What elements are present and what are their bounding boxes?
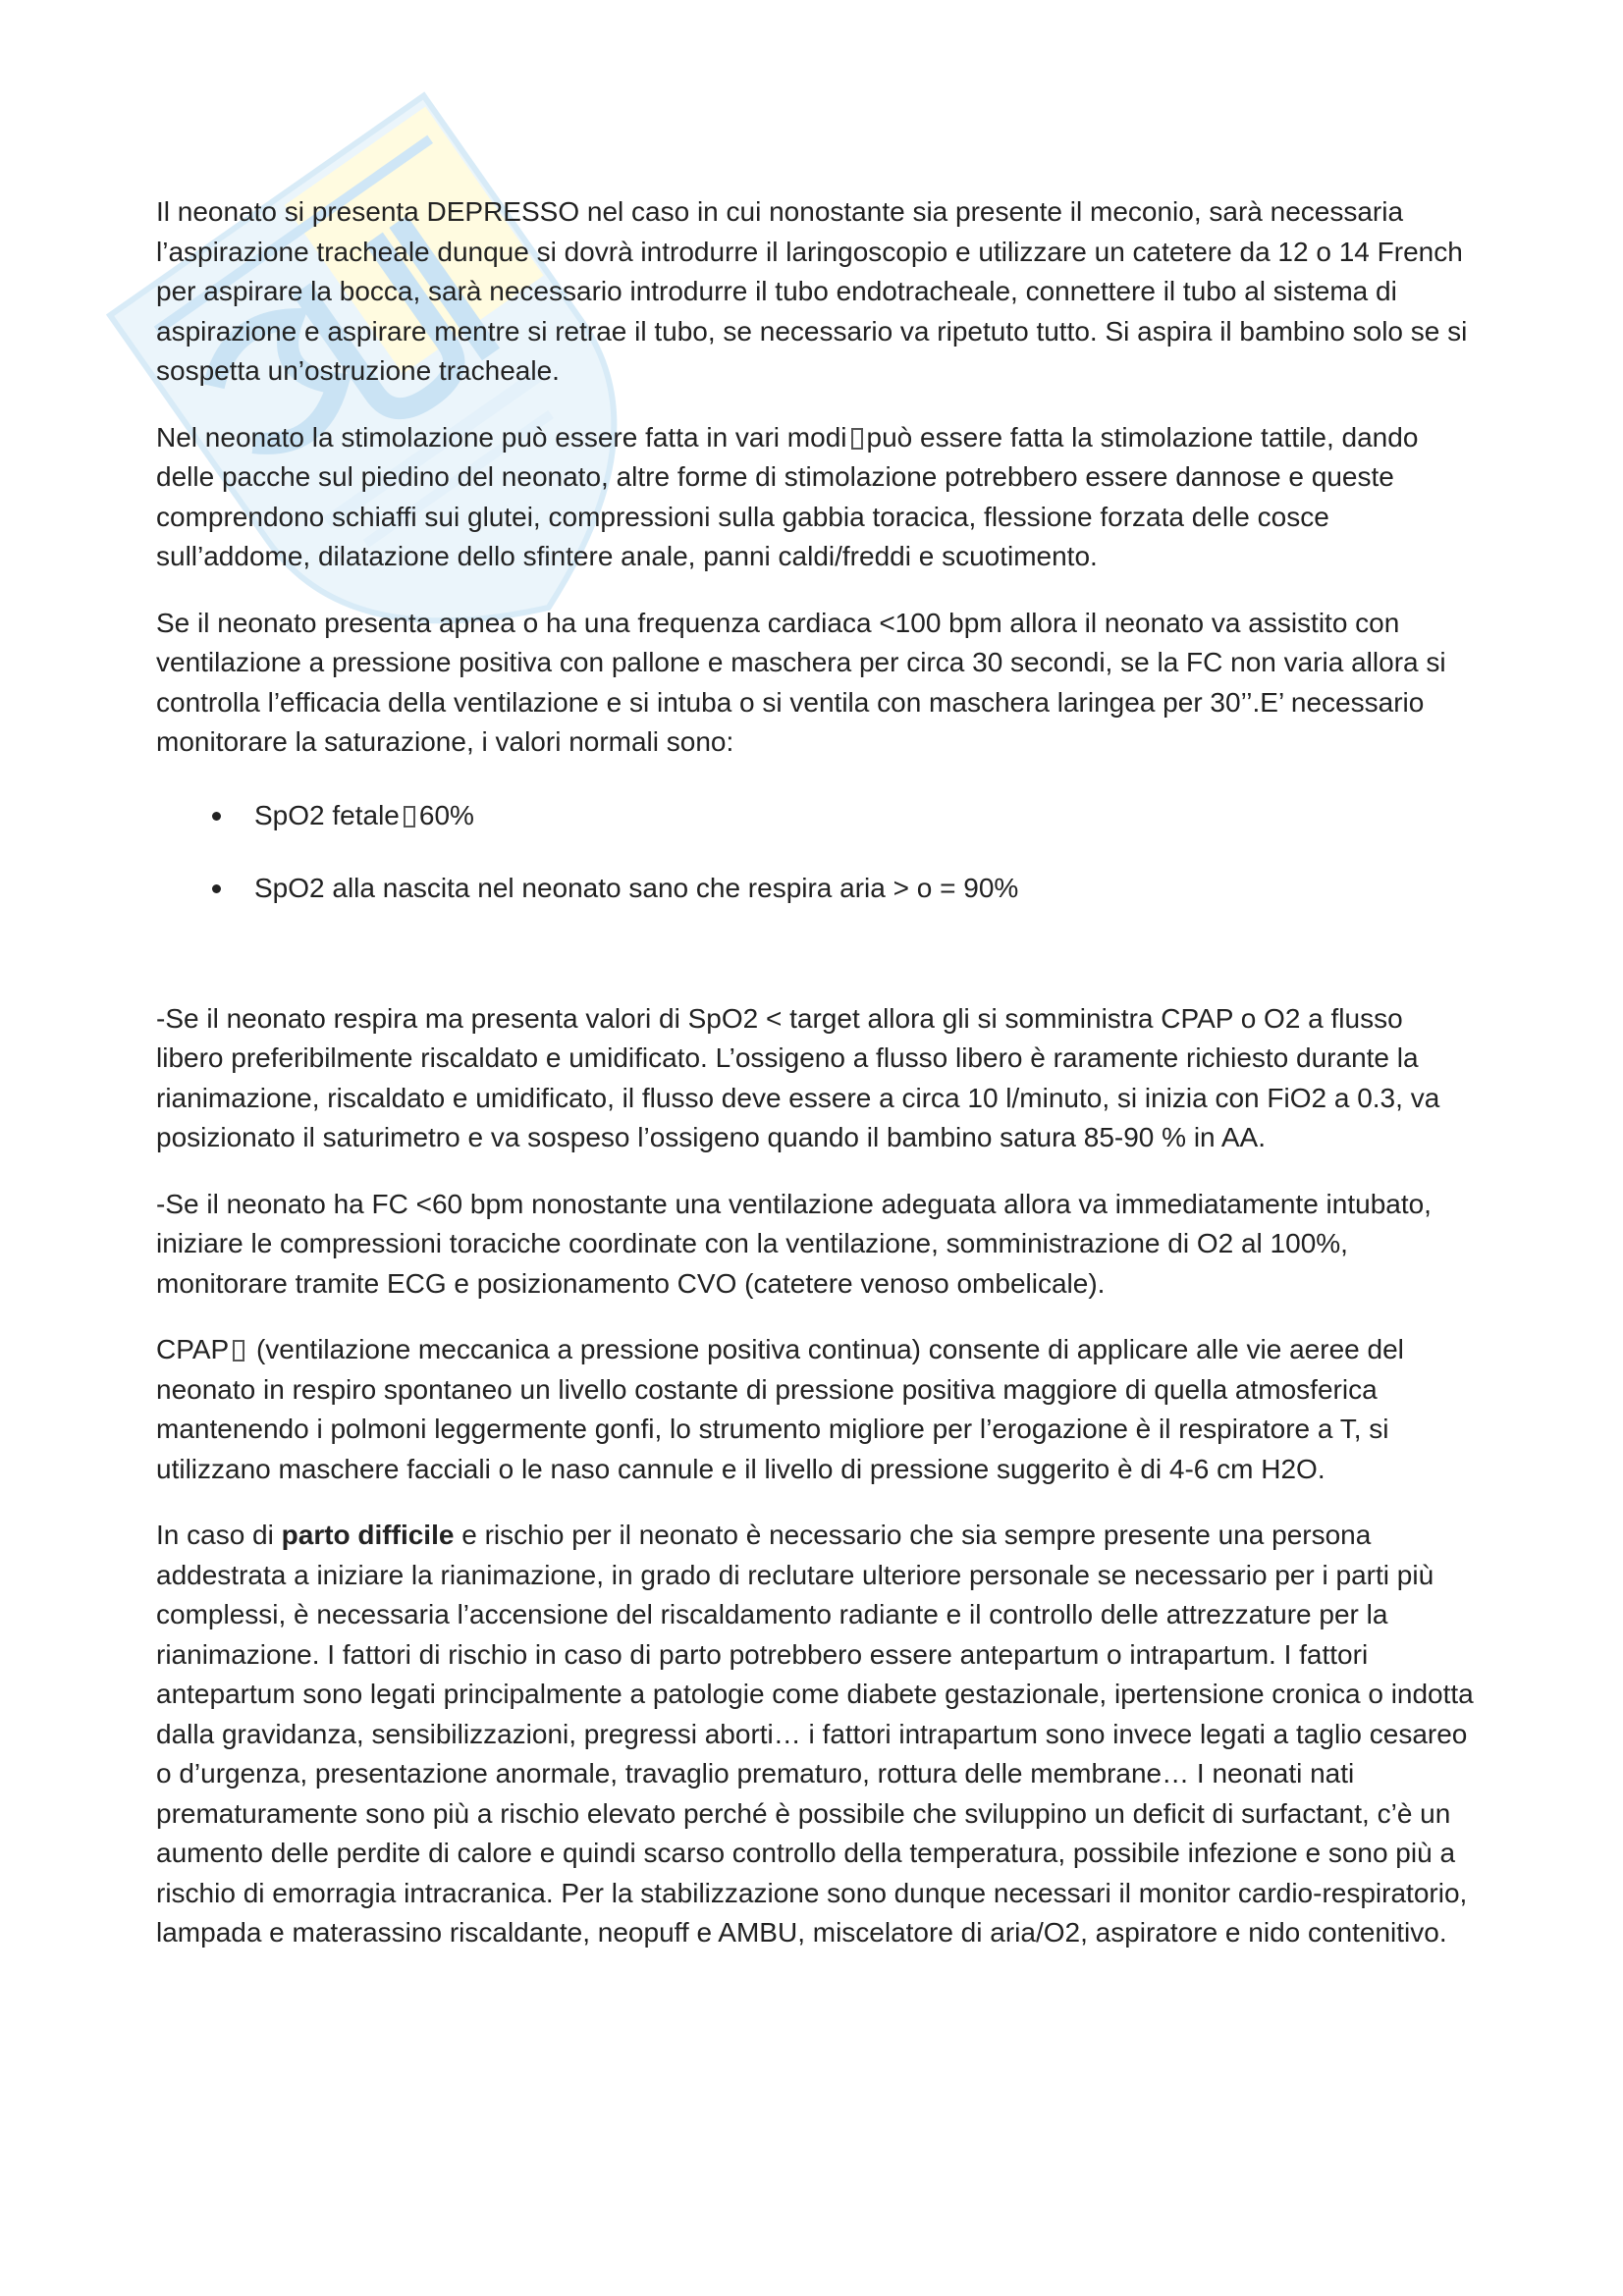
list-item-spo2-fetale-label: SpO2 fetale: [254, 799, 400, 830]
list-item-spo2-nascita: SpO2 alla nascita nel neonato sano che respira aria > o = 90%: [254, 869, 1477, 909]
paragraph-parto-difficile-text-a: In caso di: [156, 1520, 274, 1550]
paragraph-parto-difficile: [156, 1516, 1477, 1953]
paragraph-meconio-aspirazione: Il neonato si presenta DEPRESSO nel caso in cui nonostante sia presente il meconio, sarà necessaria l’aspirazione tracheale dunque si dovrà introdurre il laringoscopio e utilizzare un catetere da 12 o 14 French per aspirare la bocca, sarà necessario introdurre il tubo endotracheale, connettere il tubo al sistema di aspirazione e aspirare mentre si retrae il tubo, se necessario va ripetuto tutto. Si aspira il bambino solo se si sospetta un’ostruzione tracheale.: [156, 196, 1468, 386]
paragraph-parto-difficile-text-b: e rischio per il neonato è necessario che sia sempre presente una persona addestrata a iniziare la rianimazione, in grado di reclutare ulteriore personale se necessario per i parti più complessi, è necessaria l’accensione del riscaldamento radiante e il controllo delle attrezzature per la rianimazione. I fattori di rischio in caso di parto potrebbero essere antepartum o intrapartum. I fattori antepartum sono legati principalmente a patologie come diabete gestazionale, ipertensione cronica o indotta dalla gravidanza, sensibilizzazioni, pregressi aborti… i fattori intrapartum sono invece legati a taglio cesareo o d’urgenza, presentazione anormale, travaglio prematuro, rottura delle membrane… I neonati nati prematuramente sono più a rischio elevato perché è possibile che sviluppino un deficit di surfactant, c’è un aumento delle perdite di calore e quindi scarso controllo della temperatura, possibile infezione e sono più a rischio di emorragia intracranica. Per la stabilizzazione sono dunque necessari il monitor cardio-respiratorio, lampada e materassino riscaldante, neopuff e AMBU, miscelatore di aria/O2, aspiratore e nido contenitivo.: [156, 1520, 1474, 1948]
list-item-spo2-fetale: [254, 796, 1477, 836]
paragraph-cpap: [156, 1330, 1477, 1489]
missing-glyph-icon: [404, 806, 415, 828]
paragraph-parto-difficile-bold: parto difficile: [281, 1520, 455, 1550]
paragraph-fc-60: -Se il neonato ha FC <60 bpm nonostante una ventilazione adeguata allora va immediatamente intubato, iniziare le compressioni toraciche coordinate con la ventilazione, somministrazione di O2 al 100%, monitorare tramite ECG e posizionamento CVO (catetere venoso ombelicale).: [156, 1188, 1432, 1299]
paragraph-apnea-ventilazione: Se il neonato presenta apnea o ha una frequenza cardiaca <100 bpm allora il neonato va assistito con ventilazione a pressione positiva con pallone e maschera per circa 30 secondi, se la FC non varia allora si controlla l’efficacia della ventilazione e si intuba o si ventila con maschera laringea per 30’’.E’ necessario monitorare la saturazione, i valori normali sono:: [156, 607, 1446, 757]
paragraph-cpap-text: (ventilazione meccanica a pressione positiva continua) consente di applicare alle vie aeree del neonato in respiro spontaneo un livello costante di pressione positiva maggiore di quella atmosferica mantenendo i polmoni leggermente gonfi, lo strumento migliore per l’erogazione è il respiratore a T, si utilizzano maschere facciali o le naso cannule e il livello di pressione suggerito è di 4-6 cm H2O.: [156, 1334, 1404, 1484]
paragraph-spo2-target: -Se il neonato respira ma presenta valori di SpO2 < target allora gli si somministra CPAP o O2 a flusso libero preferibilmente riscaldato e umidificato. L’ossigeno a flusso libero è raramente richiesto durante la rianimazione, riscaldato e umidificato, il flusso deve essere a circa 10 l/minuto, si inizia con FiO2 a 0.3, va posizionato il saturimetro e va sospeso l’ossigeno quando il bambino satura 85-90 % in AA.: [156, 1002, 1440, 1152]
missing-glyph-icon: [851, 428, 863, 450]
list-item-spo2-fetale-value: 60%: [418, 799, 474, 830]
vertical-spacer: [156, 942, 1477, 999]
paragraph-stimolazione-text-a: Nel neonato la stimolazione può essere fatta in vari modi: [156, 421, 847, 453]
paragraph-stimolazione-text-b: può essere fatta la stimolazione tattile, dando delle pacche sul piedino del neonato, altre forme di stimolazione potrebbero essere dannose e queste comprendono schiaffi sui glutei, compressioni sulla gabbia toracica, flessione forzata delle cosce sull’addome, dilatazione dello sfintere anale, panni caldi/freddi e scuotimento.: [156, 421, 1419, 571]
saturation-values-list: [156, 796, 1477, 909]
missing-glyph-icon: [233, 1340, 244, 1362]
document-body: [156, 192, 1477, 1980]
paragraph-stimolazione: [156, 418, 1477, 577]
paragraph-cpap-term: CPAP: [156, 1334, 230, 1364]
